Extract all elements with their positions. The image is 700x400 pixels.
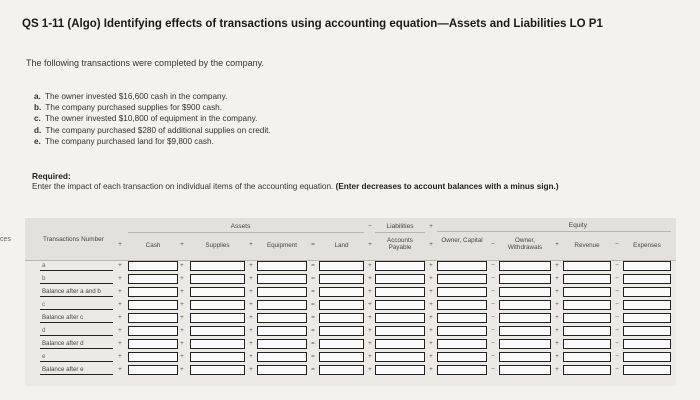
header-operator: + [118,241,122,248]
amount-input[interactable] [563,339,611,349]
amount-input[interactable] [319,261,364,271]
amount-input[interactable] [257,352,307,362]
row-operator: + [555,327,559,334]
amount-input[interactable] [437,365,487,375]
amount-input[interactable] [319,365,364,375]
amount-input[interactable] [499,365,551,375]
row-operator: − [615,262,619,269]
amount-input[interactable] [257,300,307,310]
row-operator: + [180,327,184,334]
transaction-letter: e. [34,136,41,146]
amount-input[interactable] [499,274,551,284]
amount-input[interactable] [257,313,307,323]
row-operator: − [615,340,619,347]
row-operator: + [249,327,253,334]
row-operator: = [311,340,315,347]
amount-input[interactable] [563,287,611,297]
column-header: Supplies [205,242,230,249]
amount-input[interactable] [623,326,671,336]
row-operator: + [180,340,184,347]
amount-input[interactable] [319,352,364,362]
row-label: d [42,327,46,334]
row-operator: = [311,275,315,282]
row-operator: + [429,288,433,295]
amount-input[interactable] [563,326,611,336]
row-operator: − [615,327,619,334]
column-header: Owner, Withdrawals [507,237,543,251]
row-operator: + [555,275,559,282]
amount-input[interactable] [190,352,245,362]
assets-group-line [128,232,364,233]
transaction-text: The company purchased land for $9,800 cash. [44,136,214,146]
column-header: Accounts Payable [387,237,413,251]
row-operator: + [368,353,372,360]
amount-input[interactable] [319,274,364,284]
row-operator: + [555,262,559,269]
row-operator: − [615,288,619,295]
row-operator: + [118,262,122,269]
transaction-letter: d. [34,125,42,135]
liabilities-group-label: Liabilities [386,223,414,230]
row-operator: + [368,340,372,347]
amount-input[interactable] [375,313,425,323]
row-operator: = [311,353,315,360]
row-operator: − [615,353,619,360]
required-label: Required: [32,171,71,181]
transaction-letter: a. [34,92,41,101]
transaction-letter: b. [34,103,42,113]
amount-input[interactable] [128,261,178,271]
row-operator: + [180,366,184,373]
amount-input[interactable] [499,287,551,297]
assets-group-label: Assets [230,223,251,230]
row-operator: + [368,327,372,334]
amount-input[interactable] [190,274,245,284]
row-operator: − [615,301,619,308]
row-operator: − [491,275,495,282]
amount-input[interactable] [190,300,245,310]
row-operator: + [118,314,122,321]
amount-input[interactable] [437,313,487,323]
row-operator: + [180,262,184,269]
amount-input[interactable] [128,365,178,375]
column-header: Cash [145,242,161,249]
amount-input[interactable] [190,326,245,336]
amount-input[interactable] [190,287,245,297]
amount-input[interactable] [437,326,487,336]
row-operator: + [555,288,559,295]
transaction-number-cell[interactable] [40,287,113,297]
amount-input[interactable] [128,313,178,323]
amount-input[interactable] [375,274,425,284]
row-operator: − [491,327,495,334]
amount-input[interactable] [257,287,307,297]
row-label: e [42,353,46,360]
transaction-text: The company purchased $280 of additional supplies on credit. [45,125,271,135]
amount-input[interactable] [623,352,671,362]
row-operator: + [249,275,253,282]
row-operator: − [491,288,495,295]
amount-input[interactable] [257,365,307,375]
amount-input[interactable] [623,261,671,271]
transaction-text: The owner invested $10,800 of equipment in the company. [44,114,258,124]
row-operator: + [118,353,122,360]
column-header: Revenue [574,242,600,249]
amount-input[interactable] [375,326,425,336]
amount-input[interactable] [563,274,611,284]
row-operator: + [180,314,184,321]
row-operator: + [368,262,372,269]
row-operator: = [311,327,315,334]
row-operator: − [491,314,495,321]
header-operator: + [555,241,559,248]
intro-text: The following transactions were completed by the company. [26,58,264,68]
row-operator: + [118,301,122,308]
liabilities-group-line [375,232,425,233]
header-operator: + [429,241,433,248]
row-operator: = [311,314,315,321]
amount-input[interactable] [128,300,178,310]
amount-input[interactable] [563,261,611,271]
amount-input[interactable] [437,352,487,362]
transaction-text: The owner invested $16,600 cash in the company. [44,92,228,101]
row-operator: + [118,366,122,373]
amount-input[interactable] [128,274,178,284]
amount-input[interactable] [623,339,671,349]
header-operator: − [491,241,495,248]
amount-input[interactable] [499,352,551,362]
amount-input[interactable] [375,352,425,362]
amount-input[interactable] [499,261,551,271]
page-title: QS 1-11 (Algo) Identifying effects of transactions using accounting equation—Assets and Liabilities LO P1 [22,18,603,30]
amount-input[interactable] [190,339,245,349]
row-operator: + [180,275,184,282]
amount-input[interactable] [375,365,425,375]
row-operator: + [429,366,433,373]
header-operator: + [180,241,184,248]
header-operator: − [368,223,372,230]
row-operator: + [180,353,184,360]
amount-input[interactable] [437,261,487,271]
amount-input[interactable] [563,352,611,362]
side-label: ces [0,236,11,243]
amount-input[interactable] [563,365,611,375]
transaction-number-cell[interactable] [40,339,113,349]
row-operator: + [555,340,559,347]
transaction-item [34,113,271,124]
transaction-number-cell[interactable] [40,300,113,310]
row-operator: + [368,314,372,321]
column-header: Equipment [266,242,298,249]
transaction-number-cell[interactable] [40,365,113,375]
transaction-number-cell[interactable] [40,261,113,271]
row-operator: − [615,275,619,282]
header-operator: + [429,223,433,230]
amount-input[interactable] [319,313,364,323]
amount-input[interactable] [319,326,364,336]
required-instruction: Enter the impact of each transaction on individual items of the accounting equation. [32,182,334,191]
amount-input[interactable] [437,287,487,297]
amount-input[interactable] [499,313,551,323]
row-operator: + [249,340,253,347]
header-operator: + [368,241,372,248]
column-header: Expenses [633,242,661,249]
amount-input[interactable] [623,313,671,323]
row-operator: + [429,262,433,269]
row-operator: = [311,262,315,269]
amount-input[interactable] [437,274,487,284]
amount-input[interactable] [375,339,425,349]
amount-input[interactable] [319,339,364,349]
row-operator: + [249,301,253,308]
row-operator: + [368,301,372,308]
row-operator: + [429,353,433,360]
row-operator: + [429,275,433,282]
row-operator: + [249,262,253,269]
amount-input[interactable] [128,287,178,297]
row-operator: = [311,288,315,295]
transaction-item [34,125,271,136]
transaction-list [34,91,271,147]
amount-input[interactable] [257,261,307,271]
header-operator: = [311,241,315,248]
row-operator: = [311,366,315,373]
row-label: Balance after c [42,314,84,321]
row-operator: + [429,301,433,308]
transaction-number-cell[interactable] [40,326,113,336]
transactions-number-header: Transactions Number [43,236,104,243]
amount-input[interactable] [257,339,307,349]
row-operator: + [118,340,122,347]
amount-input[interactable] [499,300,551,310]
transaction-item [34,102,271,113]
column-header: Land [334,242,349,249]
amount-input[interactable] [375,300,425,310]
transaction-number-cell[interactable] [40,352,113,362]
amount-input[interactable] [623,365,671,375]
amount-input[interactable] [128,339,178,349]
row-label: c [42,301,46,308]
amount-input[interactable] [375,287,425,297]
amount-input[interactable] [257,274,307,284]
amount-input[interactable] [319,300,364,310]
row-operator: + [249,366,253,373]
amount-input[interactable] [437,300,487,310]
row-operator: − [491,340,495,347]
row-operator: + [249,288,253,295]
equity-group-label: Equity [568,222,587,229]
amount-input[interactable] [623,287,671,297]
row-operator: + [249,314,253,321]
column-header: Owner, Capital [441,237,483,244]
amount-input[interactable] [623,274,671,284]
row-operator: + [368,288,372,295]
row-operator: − [491,366,495,373]
row-label: a [42,262,46,269]
row-operator: − [615,366,619,373]
transaction-item [34,91,271,102]
row-operator: + [249,353,253,360]
row-label: Balance after e [42,366,84,373]
amount-input[interactable] [190,313,245,323]
row-label: Balance after d [42,340,84,347]
row-operator: + [555,353,559,360]
row-operator: + [555,301,559,308]
amount-input[interactable] [499,339,551,349]
header-operator: + [249,241,253,248]
amount-input[interactable] [623,300,671,310]
amount-input[interactable] [563,313,611,323]
required-text [32,182,602,193]
amount-input[interactable] [563,300,611,310]
transaction-text: The company purchased supplies for $900 cash. [45,103,223,113]
amount-input[interactable] [128,326,178,336]
row-operator: + [180,301,184,308]
transaction-item [34,136,271,147]
amount-input[interactable] [190,261,245,271]
amount-input[interactable] [437,339,487,349]
row-operator: − [491,301,495,308]
transaction-number-cell[interactable] [40,313,113,323]
amount-input[interactable] [190,365,245,375]
amount-input[interactable] [499,326,551,336]
row-operator: + [118,288,122,295]
row-operator: + [368,275,372,282]
row-operator: + [368,366,372,373]
row-operator: + [180,288,184,295]
row-operator: − [491,262,495,269]
amount-input[interactable] [375,261,425,271]
row-operator: + [429,327,433,334]
row-operator: + [429,340,433,347]
row-operator: − [615,314,619,321]
header-operator: − [615,241,619,248]
accounting-equation-table [25,218,676,386]
required-emphasis: (Enter decreases to account balances with a minus sign.) [335,182,559,191]
row-operator: − [491,353,495,360]
row-operator: + [555,366,559,373]
transaction-letter: c. [34,114,41,124]
amount-input[interactable] [257,326,307,336]
row-operator: + [118,327,122,334]
row-label: Balance after a and b [42,288,101,295]
row-operator: + [118,275,122,282]
row-operator: + [429,314,433,321]
amount-input[interactable] [128,352,178,362]
transaction-number-cell[interactable] [40,274,113,284]
row-operator: = [311,301,315,308]
amount-input[interactable] [319,287,364,297]
row-label: b [42,275,46,282]
row-operator: + [555,314,559,321]
equity-group-line [437,231,671,232]
